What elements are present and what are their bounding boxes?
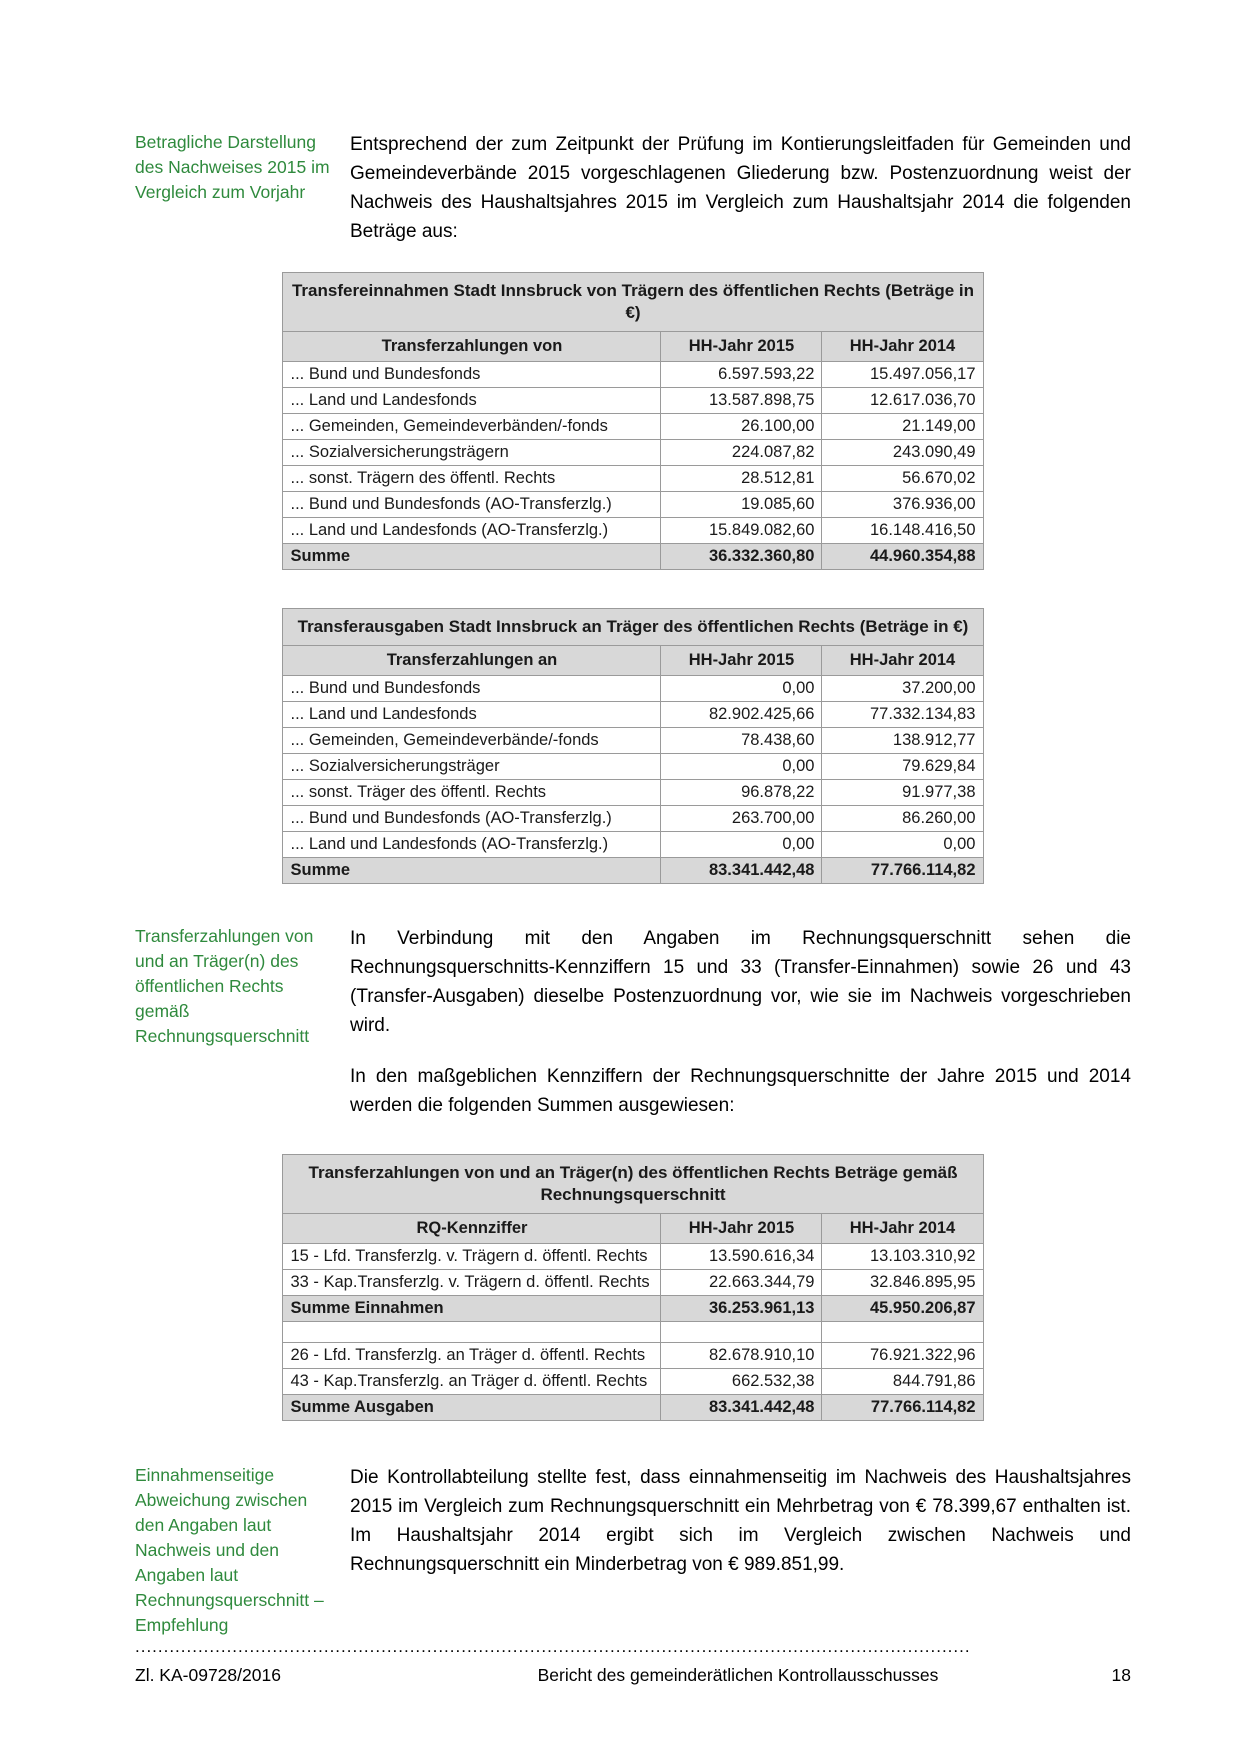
table-row xyxy=(283,806,983,832)
table3-col-2014: HH-Jahr 2014 xyxy=(822,1214,983,1244)
row-value-2014: 243.090,49 xyxy=(822,440,983,466)
row-value-2014: 15.497.056,17 xyxy=(822,362,983,388)
section2-paragraph-1: In Verbindung mit den Angaben im Rechnungsquerschnitt sehen die Rechnungsquerschnitts-Kennziffern 15 und 33 (Transfer-Einnahmen) sowie 26 und 43 (Transfer-Ausgaben) dieselbe Postenzuordnung vor, wie sie im Nachweis vorgeschrieben wird. xyxy=(350,928,1131,1036)
row-label: 15 - Lfd. Transferzlg. v. Trägern d. öffentl. Rechts xyxy=(283,1244,661,1270)
table-transferausgaben xyxy=(282,608,983,884)
row-value-2015: 26.100,00 xyxy=(661,414,822,440)
sum-value-2014: 77.766.114,82 xyxy=(822,858,983,884)
row-label: ... Land und Landesfonds xyxy=(283,702,661,728)
table2-col-label: Transferzahlungen an xyxy=(283,646,661,676)
row-label: 43 - Kap.Transferzlg. an Träger d. öffentl. Rechts xyxy=(283,1369,661,1395)
table-sum-row xyxy=(283,858,983,884)
row-value-2014: 79.629,84 xyxy=(822,754,983,780)
table-rq-kennziffern xyxy=(282,1154,983,1421)
table-row xyxy=(283,728,983,754)
row-value-2015: 0,00 xyxy=(661,754,822,780)
row-value-2015: 19.085,60 xyxy=(661,492,822,518)
table-sum-row-einnahmen xyxy=(283,1296,983,1322)
table1-col-2014: HH-Jahr 2014 xyxy=(822,332,983,362)
row-label: ... sonst. Trägern des öffentl. Rechts xyxy=(283,466,661,492)
row-value-2015: 28.512,81 xyxy=(661,466,822,492)
sum-label: Summe Ausgaben xyxy=(283,1395,661,1421)
footer-reference: Zl. KA-09728/2016 xyxy=(135,1665,281,1685)
row-value-2014: 138.912,77 xyxy=(822,728,983,754)
table-row xyxy=(283,440,983,466)
table-row xyxy=(283,466,983,492)
row-value-2015: 96.878,22 xyxy=(661,780,822,806)
table-transferausgaben-wrapper xyxy=(135,608,1131,884)
row-label: ... Gemeinden, Gemeindeverbänden/-fonds xyxy=(283,414,661,440)
row-value-2014: 12.617.036,70 xyxy=(822,388,983,414)
table-row xyxy=(283,518,983,544)
table-rq-kennziffern-wrapper xyxy=(135,1154,1131,1421)
row-label: ... Bund und Bundesfonds xyxy=(283,362,661,388)
spacer-cell xyxy=(822,1322,983,1343)
row-value-2014: 376.936,00 xyxy=(822,492,983,518)
margin-note-betragliche-darstellung: Betragliche Darstellung des Nachweises 2015 im Vergleich zum Vorjahr xyxy=(135,132,330,202)
row-value-2014: 0,00 xyxy=(822,832,983,858)
footer-line xyxy=(135,1665,1131,1686)
table3-title: Transferzahlungen von und an Träger(n) des öffentlichen Rechts Beträge gemäß Rechnungsquerschnitt xyxy=(283,1155,983,1214)
table-row xyxy=(283,388,983,414)
spacer-cell xyxy=(661,1322,822,1343)
row-value-2014: 13.103.310,92 xyxy=(822,1244,983,1270)
row-value-2014: 56.670,02 xyxy=(822,466,983,492)
table-row xyxy=(283,1270,983,1296)
table3-col-2015: HH-Jahr 2015 xyxy=(661,1214,822,1244)
row-label: ... Land und Landesfonds (AO-Transferzlg.) xyxy=(283,518,661,544)
row-value-2014: 32.846.895,95 xyxy=(822,1270,983,1296)
row-value-2015: 13.590.616,34 xyxy=(661,1244,822,1270)
row-value-2014: 86.260,00 xyxy=(822,806,983,832)
row-value-2014: 844.791,86 xyxy=(822,1369,983,1395)
row-value-2014: 37.200,00 xyxy=(822,676,983,702)
margin-note-abweichung: Einnahmenseitige Abweichung zwischen den Angaben laut Nachweis und den Angaben laut Rechnungsquerschnitt – Empfehlung xyxy=(135,1465,324,1635)
table-row xyxy=(283,1244,983,1270)
row-label: ... Gemeinden, Gemeindeverbände/-fonds xyxy=(283,728,661,754)
section-rechnungsquerschnitt xyxy=(135,924,1131,1120)
page-footer xyxy=(135,1637,1131,1686)
footer-page-number: 18 xyxy=(1111,1665,1131,1685)
sum-value-2014: 45.950.206,87 xyxy=(822,1296,983,1322)
table1-title: Transfereinnahmen Stadt Innsbruck von Trägern des öffentlichen Rechts (Beträge in €) xyxy=(283,273,983,332)
row-label: 33 - Kap.Transferzlg. v. Trägern d. öffentl. Rechts xyxy=(283,1270,661,1296)
row-value-2015: 224.087,82 xyxy=(661,440,822,466)
row-value-2015: 22.663.344,79 xyxy=(661,1270,822,1296)
row-value-2015: 82.678.910,10 xyxy=(661,1343,822,1369)
sum-label: Summe Einnahmen xyxy=(283,1296,661,1322)
row-label: ... Sozialversicherungsträger xyxy=(283,754,661,780)
table-sum-row-ausgaben xyxy=(283,1395,983,1421)
table-row xyxy=(283,414,983,440)
row-label: ... Land und Landesfonds xyxy=(283,388,661,414)
sum-value-2015: 83.341.442,48 xyxy=(661,858,822,884)
section2-body xyxy=(350,924,1131,1120)
table-transfereinnahmen xyxy=(282,272,983,570)
row-value-2014: 16.148.416,50 xyxy=(822,518,983,544)
sum-value-2015: 36.253.961,13 xyxy=(661,1296,822,1322)
section1-body xyxy=(350,130,1131,246)
table2-title: Transferausgaben Stadt Innsbruck an Träger des öffentlichen Rechts (Beträge in €) xyxy=(283,609,983,646)
row-value-2015: 15.849.082,60 xyxy=(661,518,822,544)
row-value-2015: 13.587.898,75 xyxy=(661,388,822,414)
table-row xyxy=(283,1343,983,1369)
section3-body xyxy=(350,1463,1131,1579)
section-abweichung xyxy=(135,1463,1131,1638)
table-spacer-row xyxy=(283,1322,983,1343)
table1-col-label: Transferzahlungen von xyxy=(283,332,661,362)
sum-label: Summe xyxy=(283,858,661,884)
table-transfereinnahmen-wrapper xyxy=(135,272,1131,570)
section1-paragraph: Entsprechend der zum Zeitpunkt der Prüfung im Kontierungsleitfaden für Gemeinden und Gemeindeverbände 2015 vorgeschlagenen Gliederung bzw. Postenzuordnung weist der Nachweis des Haushaltsjahres 2015 im Vergleich zum Haushaltsjahr 2014 die folgenden Beträge aus: xyxy=(350,134,1131,242)
row-value-2015: 6.597.593,22 xyxy=(661,362,822,388)
section-betragliche-darstellung xyxy=(135,130,1131,246)
footer-title: Bericht des gemeinderätlichen Kontrollausschusses xyxy=(537,1665,939,1685)
table2-col-2014: HH-Jahr 2014 xyxy=(822,646,983,676)
row-value-2015: 662.532,38 xyxy=(661,1369,822,1395)
spacer-cell xyxy=(283,1322,661,1343)
row-value-2015: 82.902.425,66 xyxy=(661,702,822,728)
table-row xyxy=(283,754,983,780)
row-value-2015: 263.700,00 xyxy=(661,806,822,832)
section2-paragraph-2: In den maßgeblichen Kennziffern der Rechnungsquerschnitte der Jahre 2015 und 2014 werden die folgenden Summen ausgewiesen: xyxy=(350,1066,1131,1116)
row-label: ... Bund und Bundesfonds xyxy=(283,676,661,702)
sum-value-2015: 36.332.360,80 xyxy=(661,544,822,570)
table-row xyxy=(283,780,983,806)
table-row xyxy=(283,676,983,702)
table3-col-label: RQ-Kennziffer xyxy=(283,1214,661,1244)
margin-note-transferzahlungen: Transferzahlungen von und an Träger(n) des öffentlichen Rechts gemäß Rechnungsquerschnitt xyxy=(135,926,314,1046)
table-sum-row xyxy=(283,544,983,570)
section3-paragraph: Die Kontrollabteilung stellte fest, dass einnahmenseitig im Nachweis des Haushaltsjahres 2015 im Vergleich zum Rechnungsquerschnitt ein Mehrbetrag von € 78.399,67 enthalten ist. Im Haushaltsjahr 2014 ergibt sich im Vergleich zwischen Nachweis und Rechnungsquerschnitt ein Minderbetrag von € 989.851,99. xyxy=(350,1467,1131,1575)
row-label: ... sonst. Träger des öffentl. Rechts xyxy=(283,780,661,806)
sum-value-2014: 44.960.354,88 xyxy=(822,544,983,570)
sum-value-2014: 77.766.114,82 xyxy=(822,1395,983,1421)
sum-value-2015: 83.341.442,48 xyxy=(661,1395,822,1421)
row-label: ... Bund und Bundesfonds (AO-Transferzlg.) xyxy=(283,806,661,832)
table1-col-2015: HH-Jahr 2015 xyxy=(661,332,822,362)
row-value-2014: 77.332.134,83 xyxy=(822,702,983,728)
row-value-2014: 91.977,38 xyxy=(822,780,983,806)
table-row xyxy=(283,702,983,728)
row-value-2015: 0,00 xyxy=(661,676,822,702)
row-value-2015: 0,00 xyxy=(661,832,822,858)
row-label: ... Bund und Bundesfonds (AO-Transferzlg.) xyxy=(283,492,661,518)
row-value-2014: 76.921.322,96 xyxy=(822,1343,983,1369)
row-label: 26 - Lfd. Transferzlg. an Träger d. öffentl. Rechts xyxy=(283,1343,661,1369)
table-row xyxy=(283,832,983,858)
row-label: ... Land und Landesfonds (AO-Transferzlg.) xyxy=(283,832,661,858)
row-value-2014: 21.149,00 xyxy=(822,414,983,440)
row-label: ... Sozialversicherungsträgern xyxy=(283,440,661,466)
row-value-2015: 78.438,60 xyxy=(661,728,822,754)
table-row xyxy=(283,492,983,518)
footer-divider: .................................................................................................................................................. xyxy=(135,1637,971,1656)
table-row xyxy=(283,362,983,388)
table-row xyxy=(283,1369,983,1395)
table2-col-2015: HH-Jahr 2015 xyxy=(661,646,822,676)
sum-label: Summe xyxy=(283,544,661,570)
